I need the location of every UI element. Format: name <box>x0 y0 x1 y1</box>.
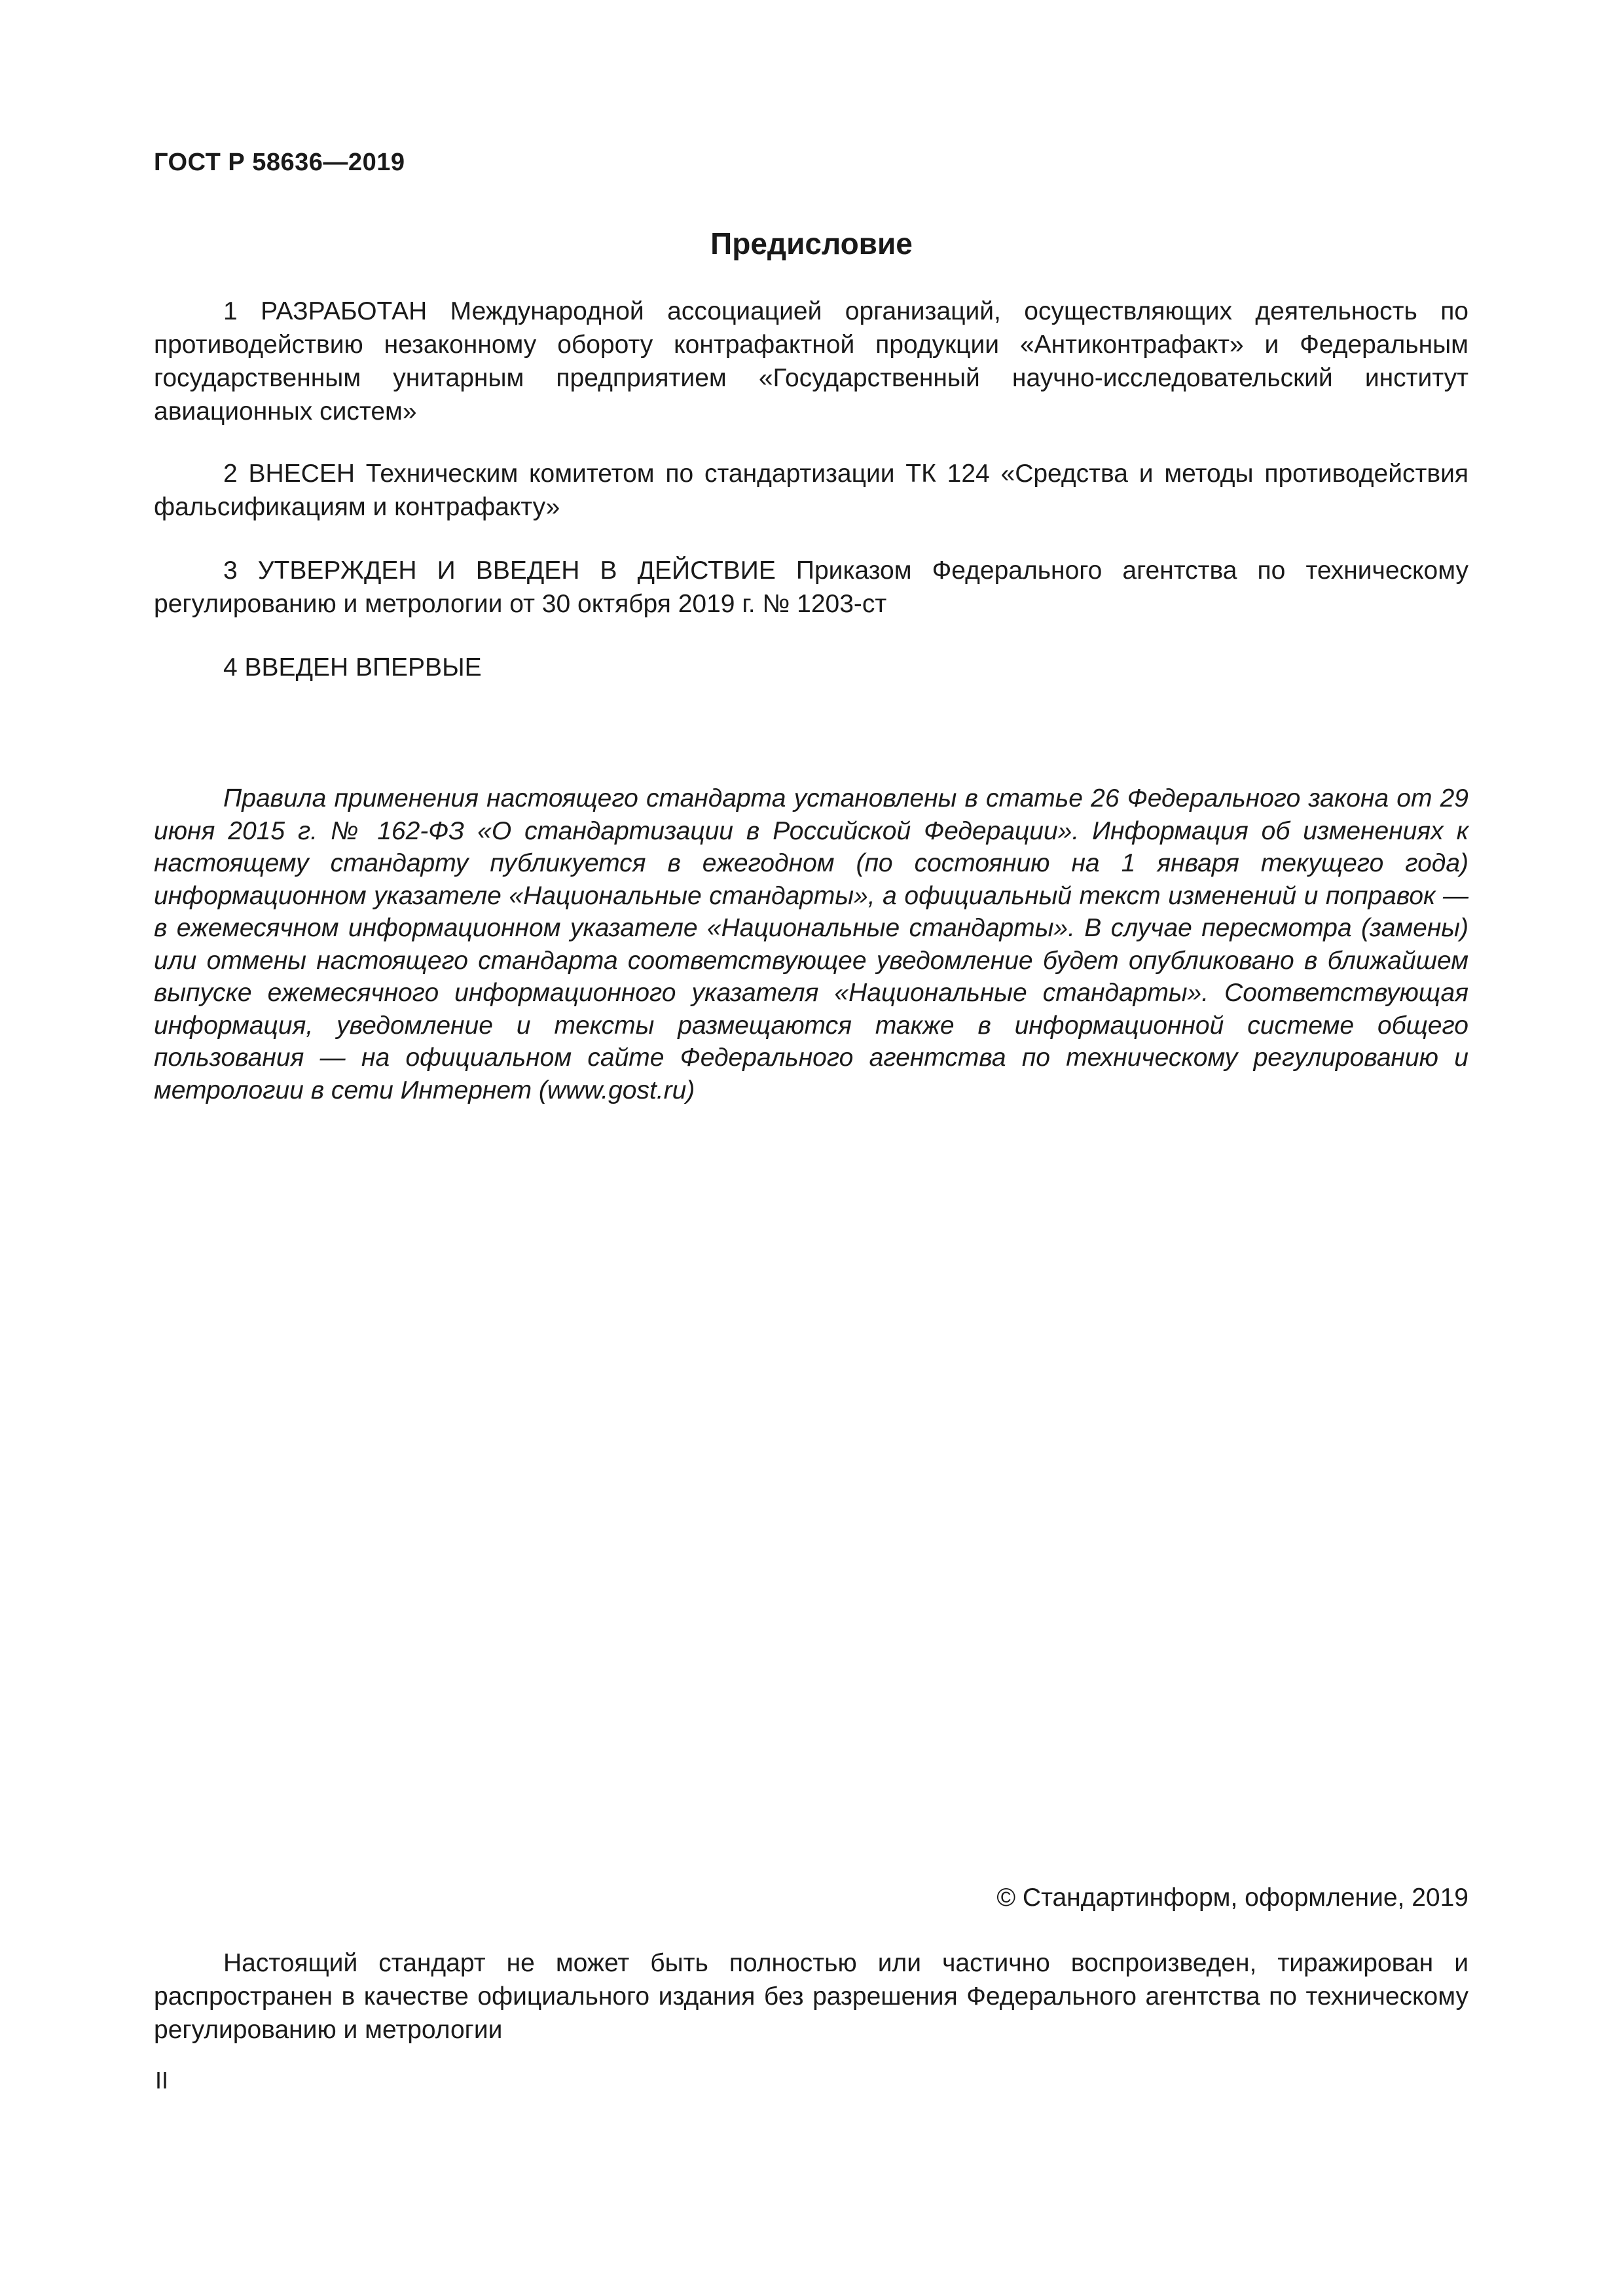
application-rules-notice: Правила применения настоящего стандарта установлены в статье 26 Федерального закона от 29 июня 2015 г. № 162-ФЗ «О стандартизации в Российской Федерации». Информация об изменениях к настоящему стандарту публикуется в ежегодном (по состоянию на 1 января текущего года) информационном указателе «Национальные стандарты», а официальный текст изменений и поправок — в ежемесячном информационном указателе «Национальные стандарты». В случае пересмотра (замены) или отмены настоящего стандарта соответствующее уведомление будет опубликовано в ближайшем выпуске ежемесячного информационного указателя «Национальные стандарты». Соответствующая информация, уведомление и тексты размещаются также в информационной системе общего пользования — на официальном сайте Федерального агентства по техническому регулированию и метрологии в сети Интернет (www.gost.ru) <box>154 784 1468 1104</box>
document-code: ГОСТ Р 58636—2019 <box>154 149 405 176</box>
paragraph-developed-by: 1 РАЗРАБОТАН Международной ассоциацией организаций, осуществляющих деятельность по противодействию незаконному обороту контрафактной продукции «Антиконтрафакт» и Федеральным государственным унитарным предприятием «Государственный научно-исследовательский институт авиационных систем» <box>154 297 1468 426</box>
page-title: Предисловие <box>710 227 913 261</box>
paragraph-approved: 3 УТВЕРЖДЕН И ВВЕДЕН В ДЕЙСТВИЕ Приказом Федерального агентства по техническому регулированию и метрологии от 30 октября 2019 г. № 1203-ст <box>154 556 1468 618</box>
reproduction-notice: Настоящий стандарт не может быть полностью или частично воспроизведен, тиражирован и распространен в качестве официального издания без разрешения Федерального агентства по техническому регулированию и метрологии <box>154 1949 1468 2044</box>
page-number: II <box>155 2067 169 2094</box>
paragraph-first-introduced: 4 ВВЕДЕН ВПЕРВЫЕ <box>223 653 482 682</box>
paragraph-introduced-by: 2 ВНЕСЕН Техническим комитетом по стандартизации ТК 124 «Средства и методы противодействия фальсификациям и контрафакту» <box>154 460 1468 521</box>
copyright-notice: © Стандартинформ, оформление, 2019 <box>996 1884 1468 1912</box>
